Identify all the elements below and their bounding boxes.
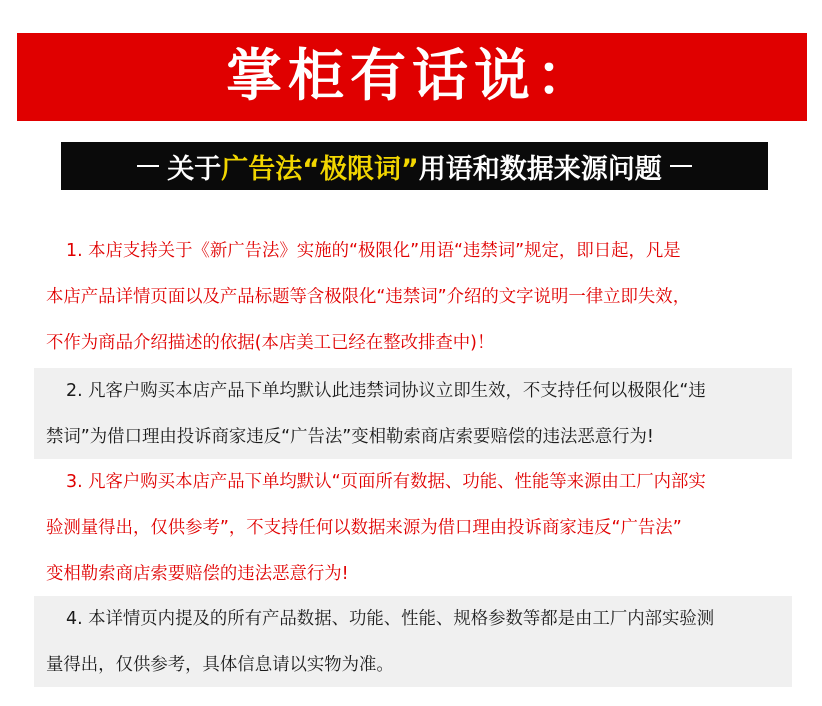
paragraph-line: 1. 本店支持关于《新广告法》实施的“极限化”用语“违禁词”规定，即日起，凡是 bbox=[66, 241, 681, 261]
notice-paragraph-4 bbox=[34, 596, 792, 687]
paragraph-line: 不作为商品介绍描述的依据(本店美工已经在整改排查中)！ bbox=[46, 333, 495, 353]
header-banner bbox=[17, 33, 807, 121]
subtitle-prefix: 关于 bbox=[167, 153, 222, 185]
paragraph-line: 本店产品详情页面以及产品标题等含极限化“违禁词”介绍的文字说明一律立即失效， bbox=[46, 287, 691, 307]
notice-paragraph-2 bbox=[34, 368, 792, 459]
notice-paragraph-3 bbox=[34, 459, 792, 596]
paragraph-line: 量得出，仅供参考，具体信息请以实物为准。 bbox=[46, 655, 394, 675]
subtitle-bar bbox=[61, 142, 768, 190]
paragraph-line: 2. 凡客户购买本店产品下单均默认此违禁词协议立即生效，不支持任何以极限化“违 bbox=[66, 381, 706, 401]
paragraph-line: 4. 本详情页内提及的所有产品数据、功能、性能、规格参数等都是由工厂内部实验测 bbox=[66, 609, 715, 629]
banner-title: 掌柜有话说： bbox=[226, 44, 598, 109]
notice-paragraph-1 bbox=[34, 228, 792, 368]
subtitle-highlight: 广告法“极限词” bbox=[221, 153, 419, 185]
paragraph-line: 3. 凡客户购买本店产品下单均默认“页面所有数据、功能、性能等来源由工厂内部实 bbox=[66, 472, 706, 492]
right-dash-decoration bbox=[670, 165, 692, 167]
subtitle-suffix: 用语和数据来源问题 bbox=[418, 153, 662, 185]
paragraph-line: 禁词”为借口理由投诉商家违反“广告法”变相勒索商店索要赔偿的违法恶意行为! bbox=[46, 427, 654, 447]
paragraph-line: 验测量得出，仅供参考”，不支持任何以数据来源为借口理由投诉商家违反“广告法” bbox=[46, 518, 682, 538]
left-dash-decoration bbox=[137, 165, 159, 167]
paragraph-line: 变相勒索商店索要赔偿的违法恶意行为! bbox=[46, 564, 349, 584]
